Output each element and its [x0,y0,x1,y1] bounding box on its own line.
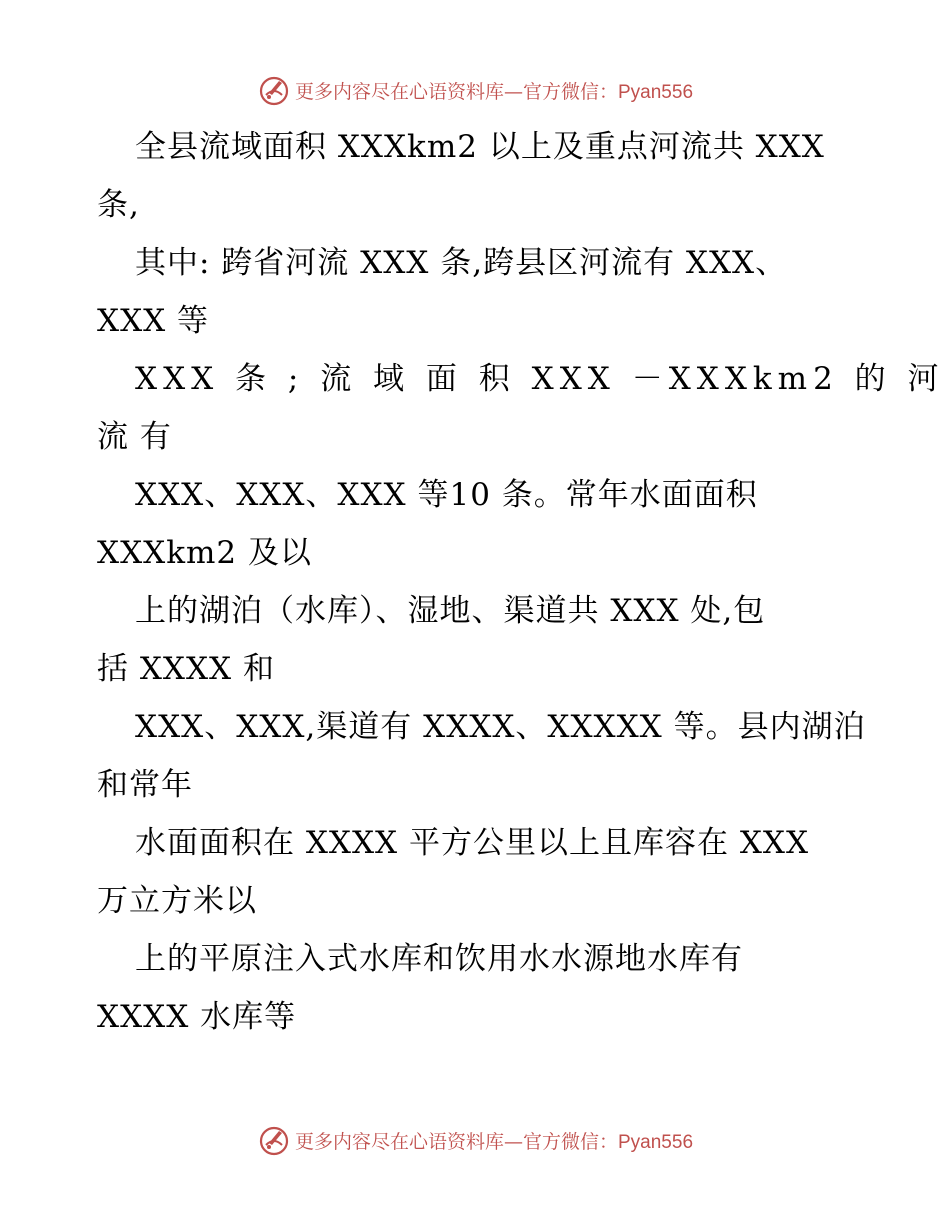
text-line: 条, [97,187,140,223]
header-wechat-id: Pyan556 [618,81,694,103]
footer-banner [0,1120,950,1160]
book-pen-logo-icon [257,73,291,107]
header-banner [0,70,950,110]
text-line: 全县流域面积 XXXkm2 以上及重点河流共 XXX [135,129,825,165]
text-line: 括 XXXX 和 [97,651,275,687]
text-line: 其中: 跨省河流 XXX 条,跨县区河流有 XXX、 [135,245,788,281]
footer-banner-text: 更多内容尽在心语资料库—官方微信： [294,1130,618,1153]
text-line: 和常年 [97,767,193,803]
book-pen-logo-icon [257,1123,291,1157]
text-line: XXX 等 [97,303,210,339]
text-line: 水面面积在 XXXX 平方公里以上且库容在 XXX [135,825,810,861]
text-line: 上的平原注入式水库和饮用水水源地水库有 [135,941,743,977]
text-line: 上的湖泊（水库）、湿地、渠道共 XXX 处,包 [135,593,766,629]
body-paragraph [97,118,945,1046]
text-line: XXX、XXX,渠道有 XXXX、XXXXX 等。县内湖泊 [135,709,866,745]
text-line: XXXkm2 及以 [97,535,312,571]
text-line: XXXX 水库等 [97,999,297,1035]
text-line: XXX 条 ; 流 域 面 积 XXX －XXXkm2 的 河 [135,361,945,397]
footer-wechat-id: Pyan556 [618,1131,694,1153]
text-line: 万立方米以 [97,883,257,919]
text-line: XXX、XXX、XXX 等10 条。常年水面面积 [135,477,758,513]
text-line: 流 有 [97,419,172,455]
header-banner-text: 更多内容尽在心语资料库—官方微信： [294,80,618,103]
